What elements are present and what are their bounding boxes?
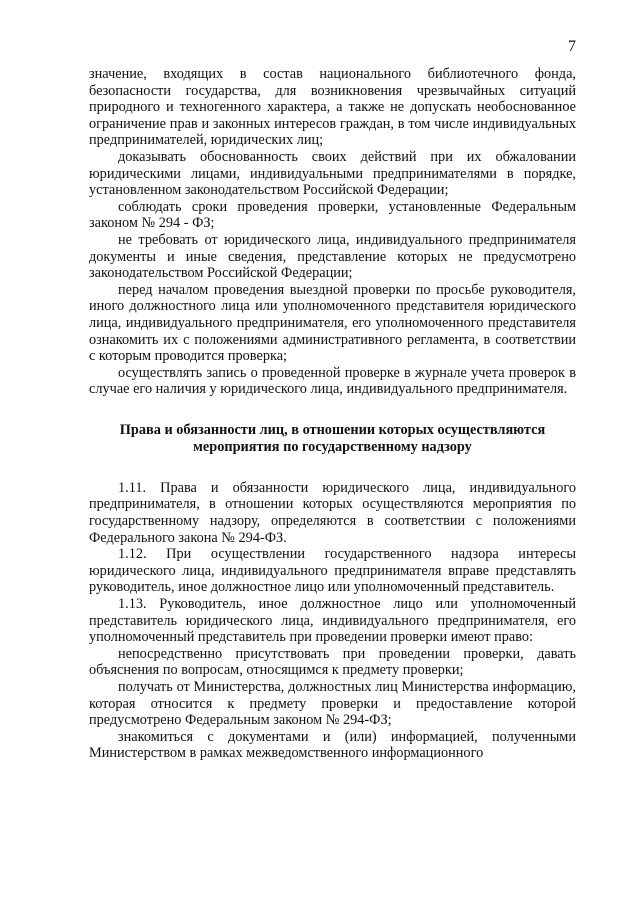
- paragraph: не требовать от юридического лица, индивидуального предпринимателя документы и иные сведения, представление которых не предусмотрено законодательством Российской Федерации;: [89, 231, 576, 282]
- paragraph: 1.11. Права и обязанности юридического лица, индивидуального предпринимателя, в отношении которых осуществляются мероприятия по государственному надзору, определяются в соответствии с положениями Федерального закона № 294-ФЗ.: [89, 479, 576, 546]
- paragraph: соблюдать сроки проведения проверки, установленные Федеральным законом № 294 - ФЗ;: [89, 198, 576, 232]
- paragraph: перед началом проведения выездной проверки по просьбе руководителя, иного должностного лица или уполномоченного представителя юридического лица, индивидуального предпринимателя, его уполномоченного представителя ознакомить их с положениями административного регламента, в соответствии с которым проводится проверка;: [89, 281, 576, 365]
- document-body: [89, 66, 576, 762]
- section-heading-line: Права и обязанности лиц, в отношении которых осуществляются: [119, 421, 546, 438]
- paragraph: получать от Министерства, должностных лиц Министерства информацию, которая относится к предмету проверки и предоставление которой предусмотрено Федеральным законом № 294-ФЗ;: [89, 679, 576, 729]
- paragraph: 1.12. При осуществлении государственного надзора интересы юридического лица, индивидуального предпринимателя вправе представлять руководитель, иное должностное лицо или уполномоченный представитель.: [89, 546, 576, 596]
- paragraph: 1.13. Руководитель, иное должностное лицо или уполномоченный представитель юридического лица, индивидуального предпринимателя, его уполномоченный представитель при проведении проверки имеют право:: [89, 596, 576, 646]
- paragraph: значение, входящих в состав национального библиотечного фонда, безопасности государства, для возникновения чрезвычайных ситуаций природного и техногенного характера, а также не допускать необоснованное ограничение прав и законных интересов граждан, в том числе индивидуальных предпринимателей, юридических лиц;: [89, 66, 576, 149]
- paragraph: доказывать обоснованность своих действий при их обжаловании юридическими лицами, индивидуальными предпринимателями в порядке, установленном законодательством Российской Федерации;: [89, 148, 576, 199]
- section-heading: [89, 422, 576, 456]
- section-heading-line: мероприятия по государственному надзору: [193, 438, 472, 455]
- paragraph: непосредственно присутствовать при проведении проверки, давать объяснения по вопросам, относящимся к предмету проверки;: [89, 645, 576, 679]
- page-number: 7: [568, 38, 576, 55]
- paragraph: знакомиться с документами и (или) информацией, полученными Министерством в рамках межведомственного информационного: [89, 728, 576, 762]
- paragraph: осуществлять запись о проведенной проверке в журнале учета проверок в случае его наличия у юридического лица, индивидуального предпринимателя.: [89, 364, 576, 398]
